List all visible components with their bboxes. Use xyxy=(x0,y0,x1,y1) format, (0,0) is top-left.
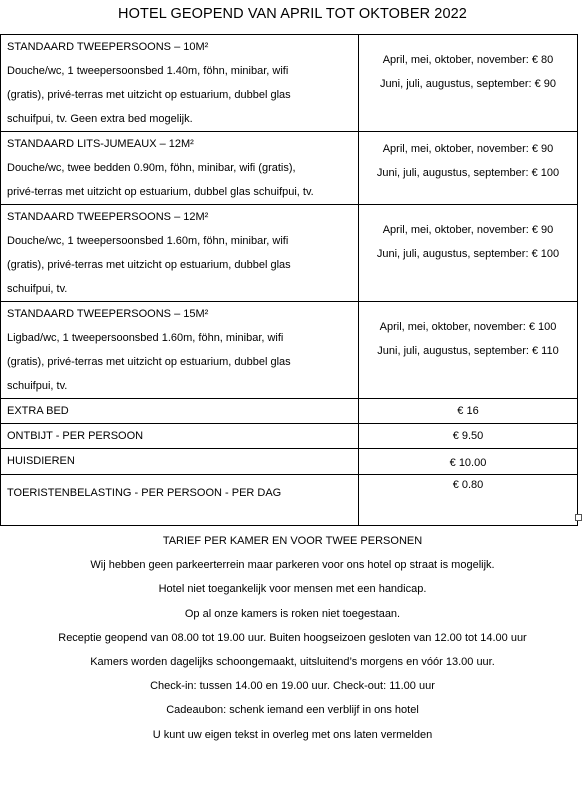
room-description-line: privé-terras met uitzicht op estuarium, dubbel glas schuifpui, tv. xyxy=(7,186,314,198)
room-description-line: schuifpui, tv. Geen extra bed mogelijk. xyxy=(7,113,193,125)
extra-label-cell: TOERISTENBELASTING - PER PERSOON - PER DAG xyxy=(1,475,359,526)
note-line: Check-in: tussen 14.00 en 19.00 uur. Check-out: 11.00 uur xyxy=(150,680,435,693)
table-row xyxy=(1,449,578,475)
note-line: U kunt uw eigen tekst in overleg met ons laten vermelden xyxy=(152,728,433,741)
price-high-season: Juni, juli, augustus, september: € 110 xyxy=(377,345,559,357)
table-row xyxy=(1,35,578,132)
room-price-cell xyxy=(359,35,578,132)
table-row xyxy=(1,302,578,399)
room-description-line: Douche/wc, 1 tweepersoonsbed 1.40m, föhn, minibar, wifi xyxy=(7,65,289,77)
note-line: Op al onze kamers is roken niet toegestaan. xyxy=(184,607,401,620)
note-line: Wij hebben geen parkeerterrein maar parkeren voor ons hotel op straat is mogelijk. xyxy=(90,559,495,572)
extra-label-cell: HUISDIEREN xyxy=(1,449,359,475)
room-name: STANDAARD TWEEPERSOONS – 12M² xyxy=(7,211,209,223)
extra-label-cell: ONTBIJT - PER PERSOON xyxy=(1,424,359,449)
table-row xyxy=(1,399,578,424)
note-line: Hotel niet toegankelijk voor mensen met een handicap. xyxy=(158,583,427,596)
price-high-season: Juni, juli, augustus, september: € 100 xyxy=(376,167,560,179)
note-line: Receptie geopend van 08.00 tot 19.00 uur. Buiten hoogseizoen gesloten van 12.00 tot 14.00 uur xyxy=(58,631,527,644)
room-description-line: (gratis), privé-terras met uitzicht op estuarium, dubbel glas xyxy=(7,89,291,101)
table-row xyxy=(1,132,578,205)
extra-price-cell: € 16 xyxy=(359,399,578,424)
room-description-line: (gratis), privé-terras met uitzicht op estuarium, dubbel glas xyxy=(7,356,291,368)
room-price-cell xyxy=(359,205,578,302)
room-description-cell xyxy=(1,132,359,205)
price-low-season: April, mei, oktober, november: € 90 xyxy=(382,224,554,236)
room-description-line: (gratis), privé-terras met uitzicht op estuarium, dubbel glas xyxy=(7,259,291,271)
price-low-season: April, mei, oktober, november: € 90 xyxy=(382,143,554,155)
room-name: STANDAARD TWEEPERSOONS – 15M² xyxy=(7,308,209,320)
table-row xyxy=(1,424,578,449)
price-low-season: April, mei, oktober, november: € 80 xyxy=(382,54,554,66)
note-line: Kamers worden dagelijks schoongemaakt, uitsluitend’s morgens en vóór 13.00 uur. xyxy=(90,655,495,668)
extra-price-cell: € 10.00 xyxy=(359,449,578,475)
room-description-line: schuifpui, tv. xyxy=(7,380,68,392)
note-line: TARIEF PER KAMER EN VOOR TWEE PERSONEN xyxy=(162,535,423,547)
price-high-season: Juni, juli, augustus, september: € 100 xyxy=(376,248,560,260)
room-description-line: Douche/wc, twee bedden 0.90m, föhn, minibar, wifi (gratis), xyxy=(7,162,296,174)
price-low-season: April, mei, oktober, november: € 100 xyxy=(379,321,557,333)
table-row xyxy=(1,205,578,302)
price-high-season: Juni, juli, augustus, september: € 90 xyxy=(379,78,557,90)
table-row xyxy=(1,475,578,526)
room-name: STANDAARD LITS-JUMEAUX – 12M² xyxy=(7,138,194,150)
room-description-cell xyxy=(1,205,359,302)
page-title: HOTEL GEOPEND VAN APRIL TOT OKTOBER 2022 xyxy=(118,6,467,22)
notes-section xyxy=(0,529,585,747)
room-description-line: schuifpui, tv. xyxy=(7,283,68,295)
room-price-cell xyxy=(359,132,578,205)
extra-label-cell: EXTRA BED xyxy=(1,399,359,424)
room-name: STANDAARD TWEEPERSOONS – 10M² xyxy=(7,41,209,53)
room-description-cell xyxy=(1,302,359,399)
rates-table xyxy=(0,34,578,526)
note-line: Cadeaubon: schenk iemand een verblijf in ons hotel xyxy=(166,704,419,717)
room-description-cell xyxy=(1,35,359,132)
extra-price-cell: € 9.50 xyxy=(359,424,578,449)
room-description-line: Douche/wc, 1 tweepersoonsbed 1.60m, föhn, minibar, wifi xyxy=(7,235,289,247)
extra-price-cell: € 0.80 xyxy=(359,475,578,526)
room-description-line: Ligbad/wc, 1 tweepersoonsbed 1.60m, föhn, minibar, wifi xyxy=(7,332,284,344)
table-resize-handle[interactable] xyxy=(575,514,582,521)
room-price-cell xyxy=(359,302,578,399)
